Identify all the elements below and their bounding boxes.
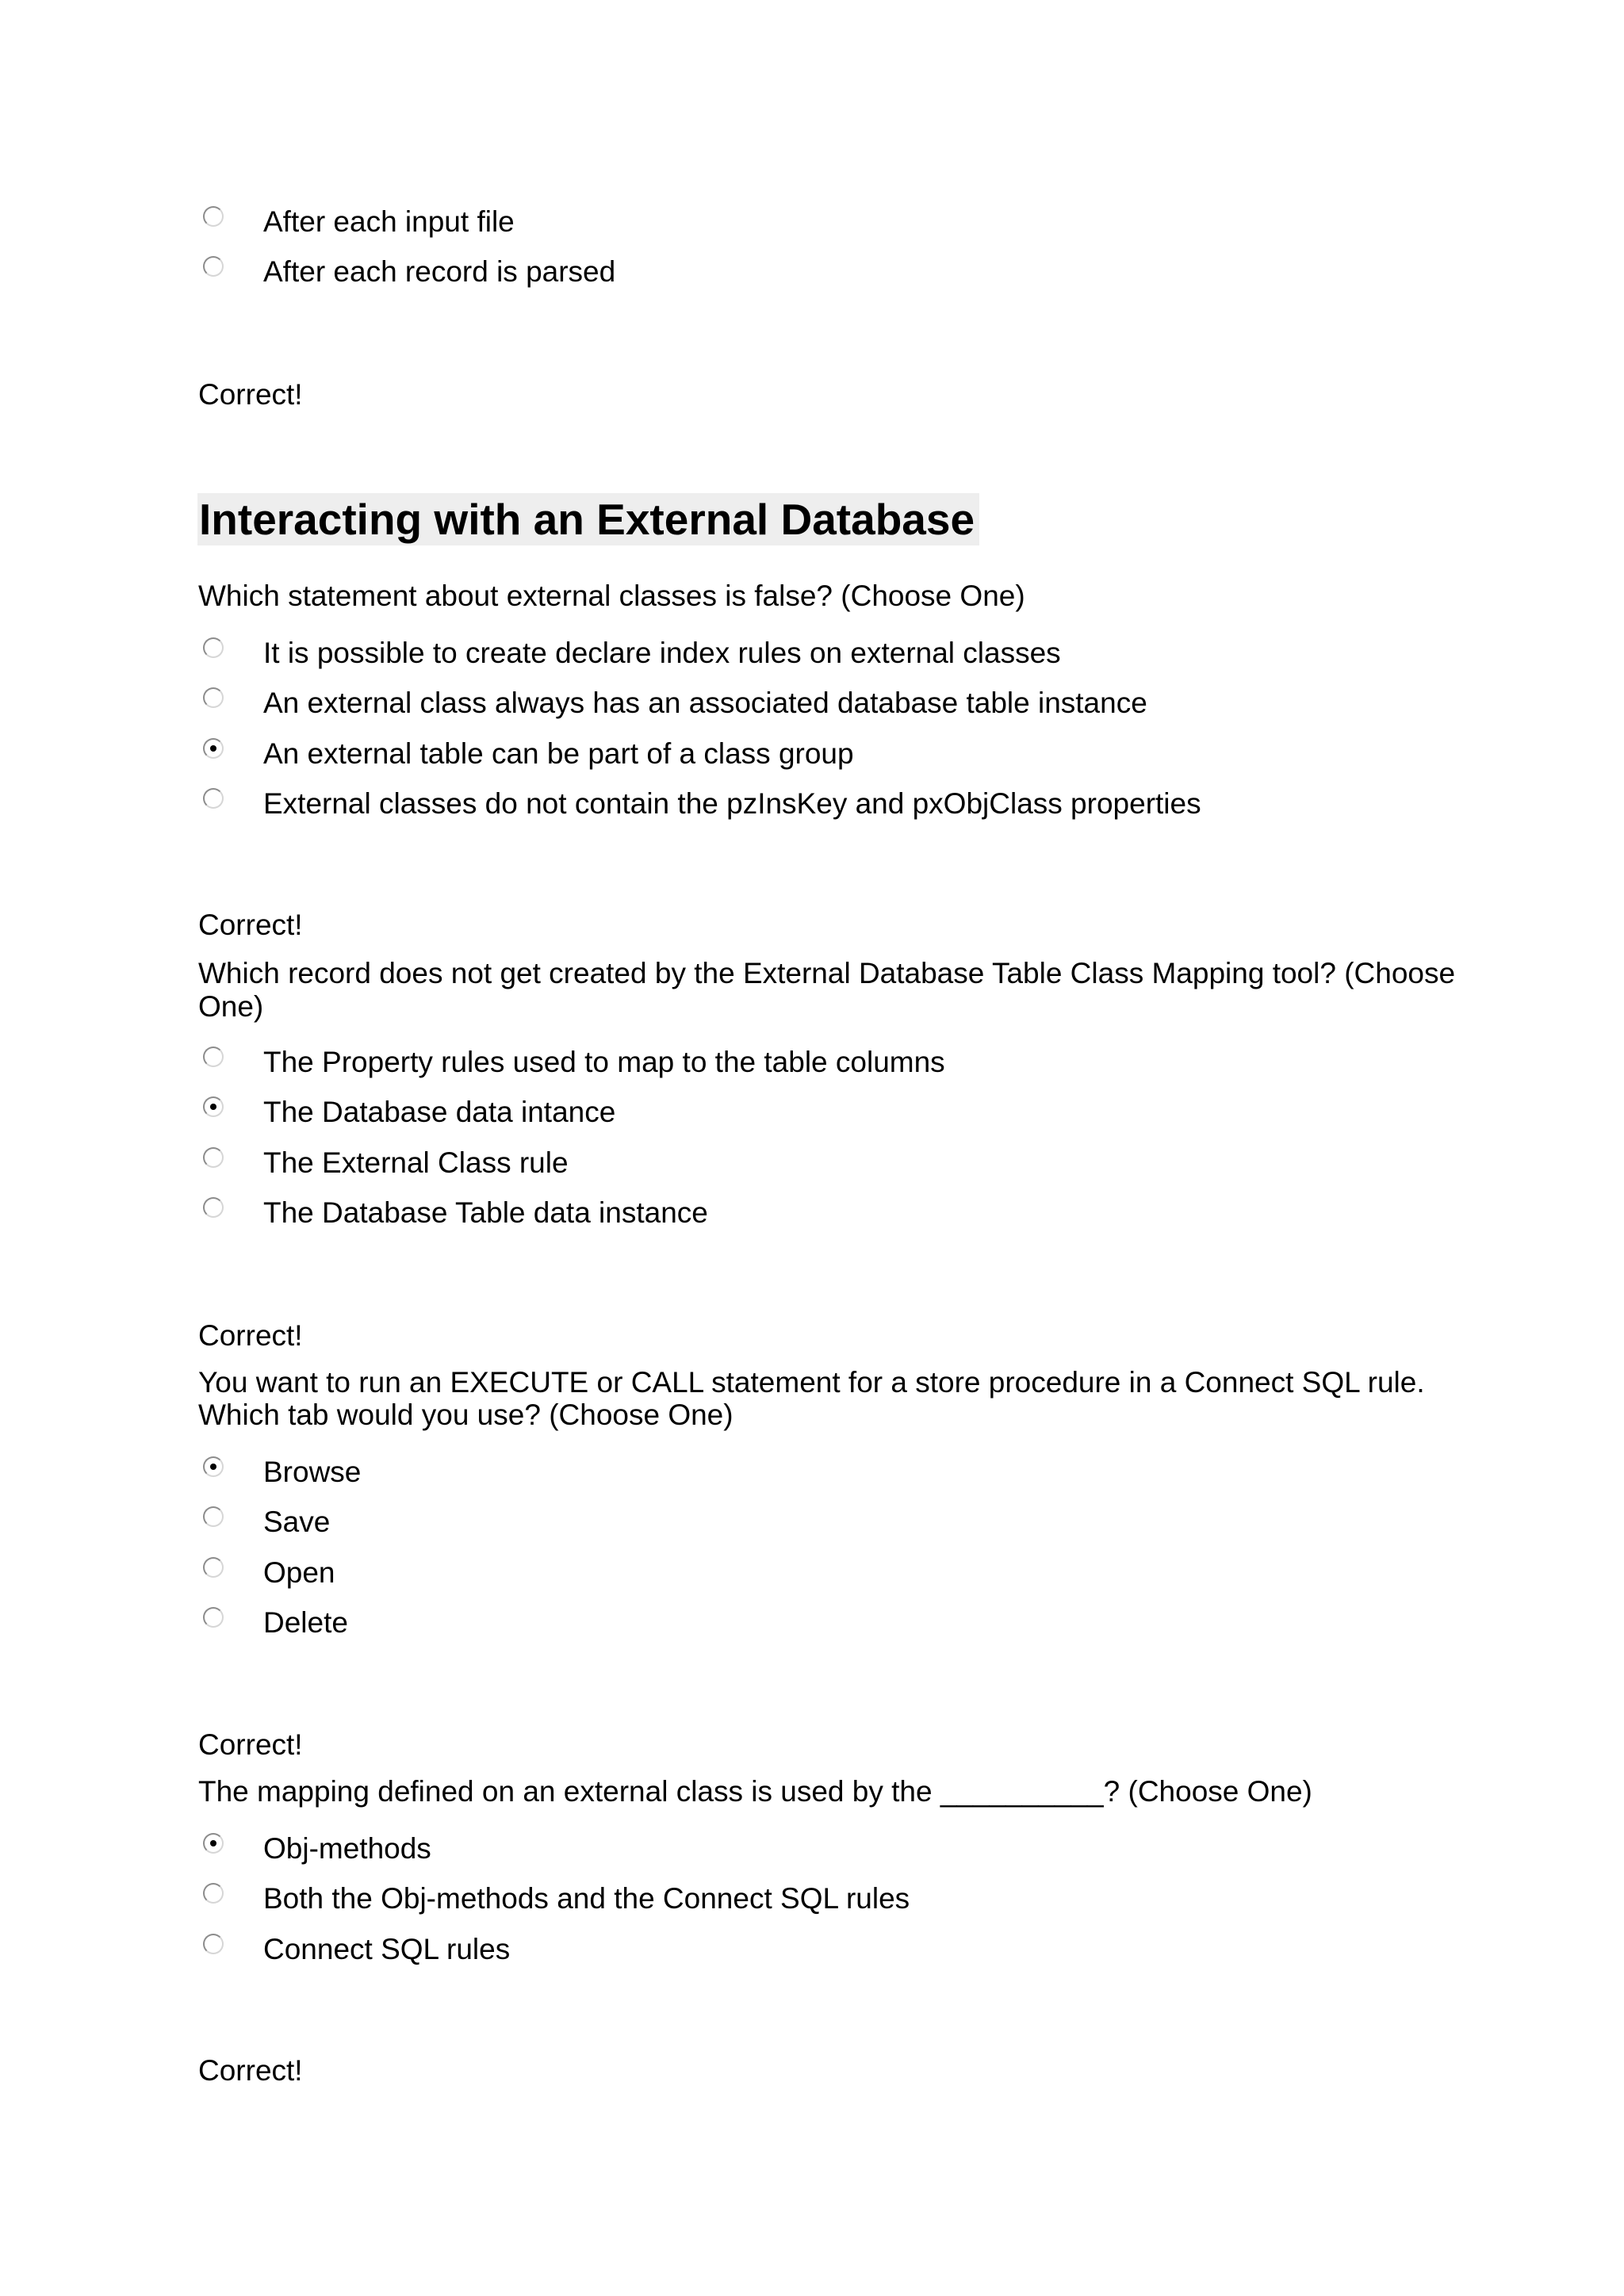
answer-option[interactable]	[203, 684, 1147, 722]
option-label: After each input file	[263, 205, 515, 238]
radio-button-selected[interactable]	[203, 1833, 224, 1854]
radio-button[interactable]	[203, 206, 224, 227]
radio-button[interactable]	[203, 1197, 224, 1218]
radio-button[interactable]	[203, 637, 224, 658]
radio-button-selected[interactable]	[203, 738, 224, 759]
radio-button[interactable]	[203, 1883, 224, 1904]
option-label: It is possible to create declare index rules on external classes	[263, 637, 1061, 669]
option-label: Browse	[263, 1456, 362, 1488]
answer-option[interactable]	[203, 1554, 335, 1592]
answer-option[interactable]	[203, 1453, 361, 1491]
radio-button[interactable]	[203, 1557, 224, 1578]
option-label: Save	[263, 1506, 331, 1538]
feedback-text: Correct!	[198, 2054, 303, 2087]
question-text: Which statement about external classes is false? (Choose One)	[198, 580, 1025, 612]
answer-option[interactable]	[203, 1043, 945, 1081]
feedback-text: Correct!	[198, 1728, 303, 1761]
option-label: Both the Obj-methods and the Connect SQL rules	[263, 1882, 910, 1915]
option-label: After each record is parsed	[263, 255, 616, 288]
feedback-text: Correct!	[198, 909, 303, 941]
answer-option[interactable]	[203, 634, 1061, 672]
radio-button-selected[interactable]	[203, 1456, 224, 1477]
question-text: You want to run an EXECUTE or CALL statement for a store procedure in a Connect SQL rule.	[198, 1366, 1425, 1399]
answer-option[interactable]	[203, 1194, 708, 1232]
radio-button[interactable]	[203, 1607, 224, 1628]
feedback-text: Correct!	[198, 378, 303, 411]
answer-option[interactable]	[203, 1880, 910, 1918]
radio-button-selected[interactable]	[203, 1096, 224, 1117]
answer-option[interactable]	[203, 1093, 615, 1131]
question-text: One)	[198, 990, 264, 1023]
radio-button[interactable]	[203, 1047, 224, 1067]
radio-button[interactable]	[203, 1934, 224, 1954]
option-label: Delete	[263, 1606, 348, 1639]
option-label: An external table can be part of a class group	[263, 737, 854, 770]
option-label: External classes do not contain the pzInsKey and pxObjClass properties	[263, 787, 1201, 820]
answer-option[interactable]	[203, 1604, 348, 1642]
radio-button[interactable]	[203, 256, 224, 277]
answer-option[interactable]	[203, 1144, 569, 1182]
option-label: An external class always has an associated database table instance	[263, 687, 1147, 719]
radio-button[interactable]	[203, 687, 224, 708]
option-label: Open	[263, 1556, 335, 1589]
answer-option[interactable]	[203, 1503, 330, 1541]
answer-option[interactable]	[203, 203, 515, 241]
answer-option[interactable]	[203, 1931, 510, 1969]
option-label: Connect SQL rules	[263, 1933, 511, 1965]
option-label: The Database data intance	[263, 1096, 616, 1128]
question-text: Which record does not get created by the External Database Table Class Mapping tool? (Choose	[198, 957, 1456, 989]
radio-button[interactable]	[203, 1147, 224, 1168]
feedback-text: Correct!	[198, 1319, 303, 1352]
section-heading: Interacting with an External Database	[197, 493, 979, 545]
option-label: Obj-methods	[263, 1832, 431, 1865]
answer-option[interactable]	[203, 785, 1201, 823]
answer-option[interactable]	[203, 253, 615, 291]
answer-option[interactable]	[203, 1830, 431, 1868]
radio-button[interactable]	[203, 1506, 224, 1527]
question-text: The mapping defined on an external class is used by the __________? (Choose One)	[198, 1775, 1312, 1808]
option-label: The Property rules used to map to the table columns	[263, 1046, 945, 1078]
answer-option[interactable]	[203, 735, 854, 773]
question-text: Which tab would you use? (Choose One)	[198, 1399, 733, 1431]
radio-button[interactable]	[203, 788, 224, 809]
option-label: The Database Table data instance	[263, 1196, 708, 1229]
option-label: The External Class rule	[263, 1146, 569, 1179]
